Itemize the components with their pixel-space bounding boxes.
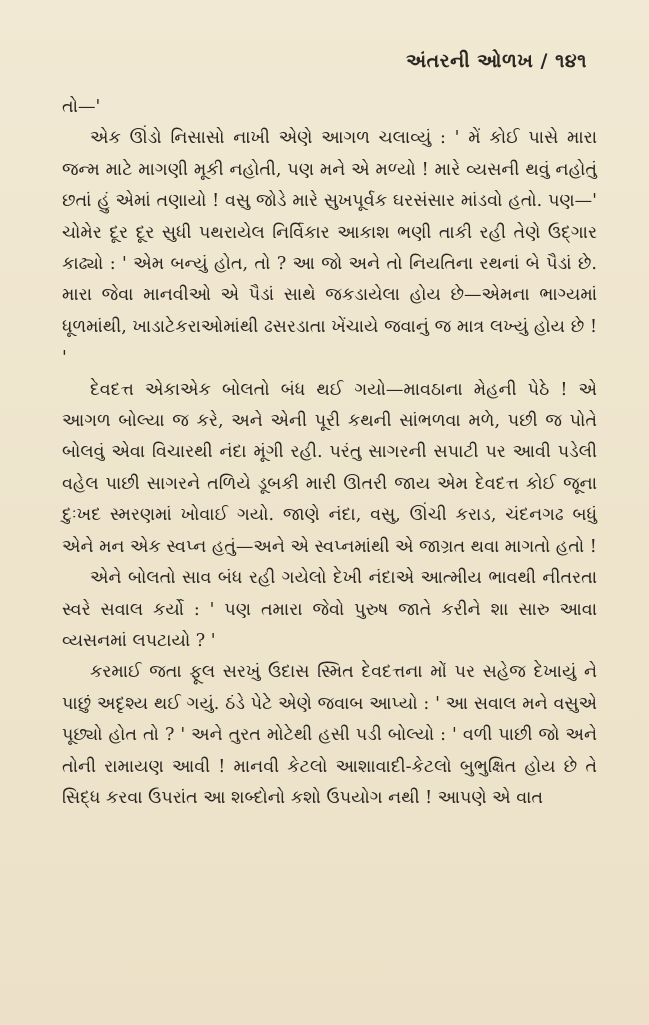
running-header: અંતરની ઓળખ / ૧૪૧ [406, 50, 587, 72]
page-body [62, 92, 597, 814]
paragraph: કરમાઈ જતા ફૂલ સરખું ઉદાસ સ્મિત દેવદત્તના મોં પર સહેજ દેખાયું ને પાછું અદૃશ્ય થઈ ગયું. ઠંડે પેટે એણે જવાબ આપ્યો : ' આ સવાલ મને વસુએ પૂછ્યો હોત તો ? ' અને તુરત મોટેથી હસી પડી બોલ્યો : ' વળી પાછી જો અને તોની રામાયણ આવી ! માનવી કેટલો આશાવાદી-કેટલો બુભુક્ષિત હોય છે તે સિદ્ધ કરવા ઉપરાંત આ શબ્દોનો કશો ઉપયોગ નથી ! આપણે એ વાત [62, 662, 597, 808]
paragraph: એક ઊંડો નિસાસો નાખી એણે આગળ ચલાવ્યું : ' મેં કોઈ પાસે મારા જન્મ માટે માગણી મૂકી નહોતી, પણ મને એ મળ્યો ! મારે વ્યસની થવું નહોતું છતાં હું એમાં તણાયો ! વસુ જોડે મારે સુખપૂર્વક ઘરસંસાર માંડવો હતો. પણ—' ચોમેર દૂર દૂર સુધી પથરાયેલ નિર્વિકાર આકાશ ભણી તાકી રહી તેણે ઉદ્ગાર કાઢ્યો : ' એમ બન્યું હોત, તો ? આ જો અને તો નિયતિના રથનાં બે પૈડાં છે. મારા જેવા માનવીઓ એ પૈડાં સાથે જકડાયેલા હોય છે—એમના ભાગ્યમાં ધૂળમાંથી, ખાડાટેકરાઓમાંથી ઢસરડાતા ખેંચાયે જવાનું જ માત્ર લખ્યું હોય છે ! ' [62, 128, 597, 369]
paragraph-continuation: તો—' [62, 97, 101, 117]
paragraph: એને બોલતો સાવ બંધ રહી ગયેલો દેખી નંદાએ આત્મીય ભાવથી નીતરતા સ્વરે સવાલ કર્યો : ' પણ તમારા જેવો પુરુષ જાતે કરીને શા સારુ આવા વ્યસનમાં લપટાયો ? ' [62, 568, 597, 651]
paragraph: દેવદત્ત એકાએક બોલતો બંધ થઈ ગયો—માવઠાના મેહની પેઠે ! એ આગળ બોલ્યા જ કરે, અને એની પૂરી કથની સાંભળવા મળે, પછી જ પોતે બોલવું એવા વિચારથી નંદા મૂંગી રહી. પરંતુ સાગરની સપાટી પર આવી પડેલી વહેલ પાછી સાગરને તળિયે ડૂબકી મારી ઊતરી જાય એમ દેવદત્ત કોઈ જૂના દુઃખદ સ્મરણમાં ખોવાઈ ગયો. જાણે નંદા, વસુ, ઊંચી કરાડ, ચંદનગઢ બધું એને મન એક સ્વપ્ન હતું—અને એ સ્વપ્નમાંથી એ જાગ્રત થવા માગતો હતો ! [62, 379, 597, 557]
